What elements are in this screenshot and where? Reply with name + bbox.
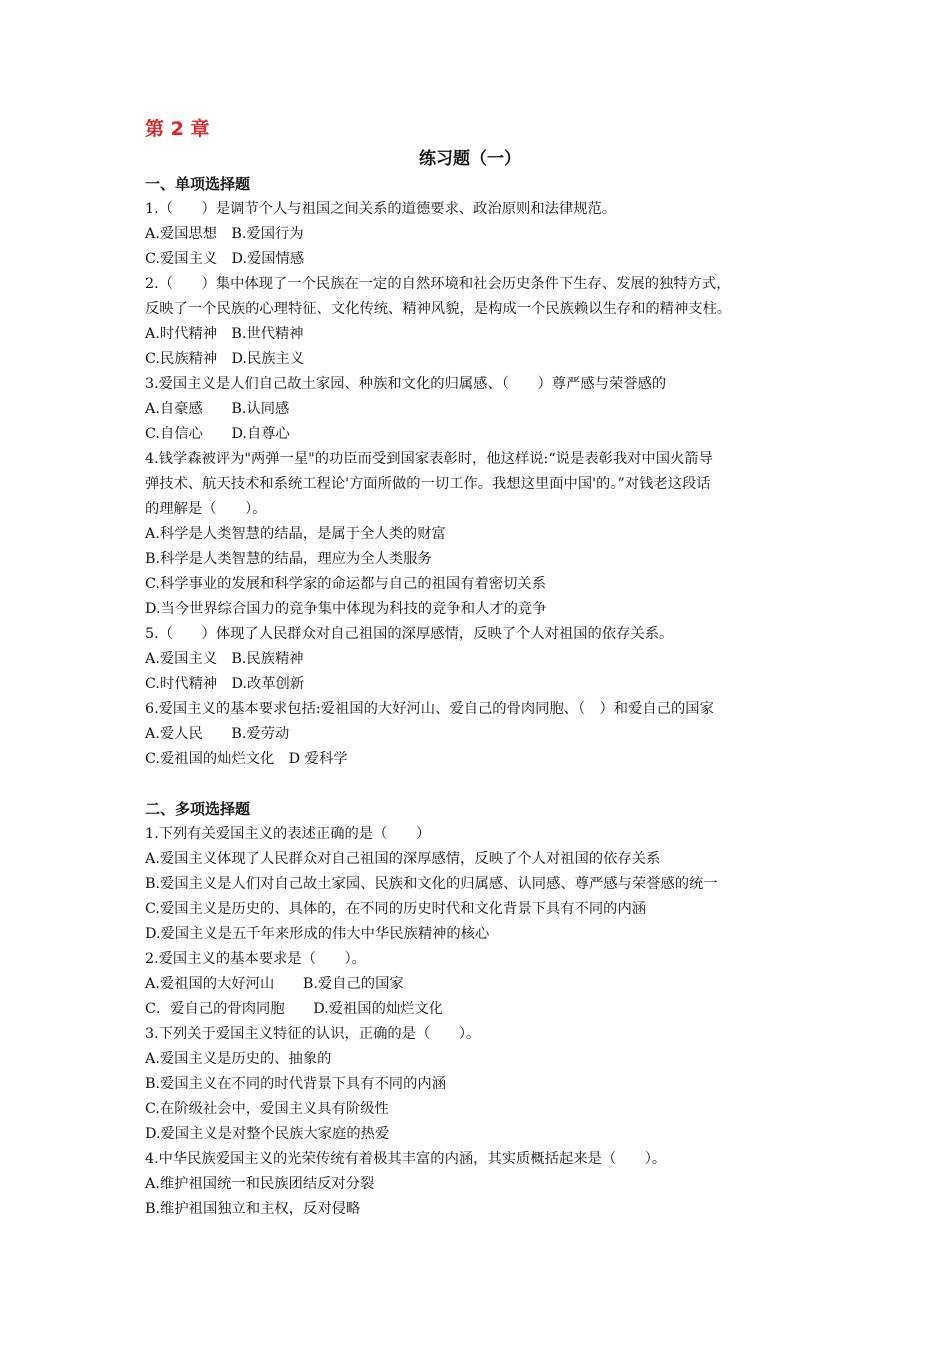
option-line: A.科学是人类智慧的结晶，是属于全人类的财富 <box>145 526 446 542</box>
option-line: B.维护祖国独立和主权，反对侵略 <box>145 1201 361 1217</box>
option-line: C.自信心 D.自尊心 <box>145 426 290 442</box>
document-page <box>145 118 825 1222</box>
question-line: 6.爱国主义的基本要求包括:爱祖国的大好河山、爱自己的骨肉同胞、（ ）和爱自己的国家 <box>145 701 714 717</box>
option-line: C.爱国主义是历史的、具体的，在不同的历史时代和文化背景下具有不同的内涵 <box>145 901 647 917</box>
page-title: 练习题（一） <box>419 149 521 169</box>
option-line: B.爱国主义是人们对自己故土家园、民族和文化的归属感、认同感、尊严感与荣誉感的统一 <box>145 876 718 892</box>
multiple-choice-questions <box>145 822 825 1222</box>
question-line: 反映了一个民族的心理特征、文化传统、精神风貌，是构成一个民族赖以生存和的精神支柱。 <box>145 301 732 317</box>
option-line: C.爱国主义 D.爱国情感 <box>145 251 305 267</box>
single-choice-questions <box>145 197 825 772</box>
chapter-heading: 第 2 章 <box>145 118 210 140</box>
option-line: A.维护祖国统一和民族团结反对分裂 <box>145 1176 375 1192</box>
question-line: 2.（ ）集中体现了一个民族在一定的自然环境和社会历史条件下生存、发展的独特方式， <box>145 276 731 292</box>
option-line: C.爱祖国的灿烂文化 D 爱科学 <box>145 751 348 767</box>
question-line: 弹技术、航天技术和系统工程论'方面所做的一切工作。我想这里面中国'的。”对钱老这段话 <box>145 476 711 492</box>
question-line: 2.爱国主义的基本要求是（ ）。 <box>145 951 366 967</box>
question-line: 3.爱国主义是人们自己故土家园、种族和文化的归属感、（ ）尊严感与荣誉感的 <box>145 376 667 392</box>
option-line: B.科学是人类智慧的结晶，理应为全人类服务 <box>145 551 432 567</box>
option-line: B.爱国主义在不同的时代背景下具有不同的内涵 <box>145 1076 446 1092</box>
option-line: A.爱国主义是历史的、抽象的 <box>145 1051 332 1067</box>
section-heading-single-choice: 一、单项选择题 <box>145 175 251 193</box>
option-line: C.时代精神 D.改革创新 <box>145 676 305 692</box>
question-line: 4.中华民族爱国主义的光荣传统有着极其丰富的内涵，其实质概括起来是（ ）。 <box>145 1151 667 1167</box>
option-line: D.当今世界综合国力的竞争集中体现为科技的竞争和人才的竞争 <box>145 601 547 617</box>
option-line: C.民族精神 D.民族主义 <box>145 351 305 367</box>
option-line: A.爱人民 B.爱劳动 <box>145 726 290 742</box>
option-line: D.爱国主义是五千年来形成的伟大中华民族精神的核心 <box>145 926 490 942</box>
section-heading-multiple-choice: 二、多项选择题 <box>145 800 251 818</box>
option-line: C.在阶级社会中，爱国主义具有阶级性 <box>145 1101 389 1117</box>
question-line: 1.下列有关爱国主义的表述正确的是（ ） <box>145 826 431 842</box>
question-line: 4.钱学森被评为"两弹一星"的功臣而受到国家表彰时，他这样说:“说是表彰我对中国火箭导 <box>145 451 713 467</box>
option-line: A.爱祖国的大好河山 B.爱自己的国家 <box>145 976 404 992</box>
option-line: C.科学事业的发展和科学家的命运都与自己的祖国有着密切关系 <box>145 576 546 592</box>
question-line: 的理解是（ ）。 <box>145 501 267 517</box>
option-line: A.爱国主义 B.民族精神 <box>145 651 304 667</box>
question-line: 5.（ ）体现了人民群众对自己祖国的深厚感情，反映了个人对祖国的依存关系。 <box>145 626 674 642</box>
question-line: 3.下列关于爱国主义特征的认识，正确的是（ ）。 <box>145 1026 481 1042</box>
option-line: A.爱国主义体现了人民群众对自己祖国的深厚感情，反映了个人对祖国的依存关系 <box>145 851 661 867</box>
option-line: A.自豪感 B.认同感 <box>145 401 290 417</box>
section-spacer <box>145 772 825 797</box>
option-line: C．爱自己的骨肉同胞 D.爱祖国的灿烂文化 <box>145 1001 444 1017</box>
option-line: A.时代精神 B.世代精神 <box>145 326 304 342</box>
question-line: 1.（ ）是调节个人与祖国之间关系的道德要求、政治原则和法律规范。 <box>145 201 617 217</box>
option-line: A.爱国思想 B.爱国行为 <box>145 226 304 242</box>
option-line: D.爱国主义是对整个民族大家庭的热爱 <box>145 1126 390 1142</box>
